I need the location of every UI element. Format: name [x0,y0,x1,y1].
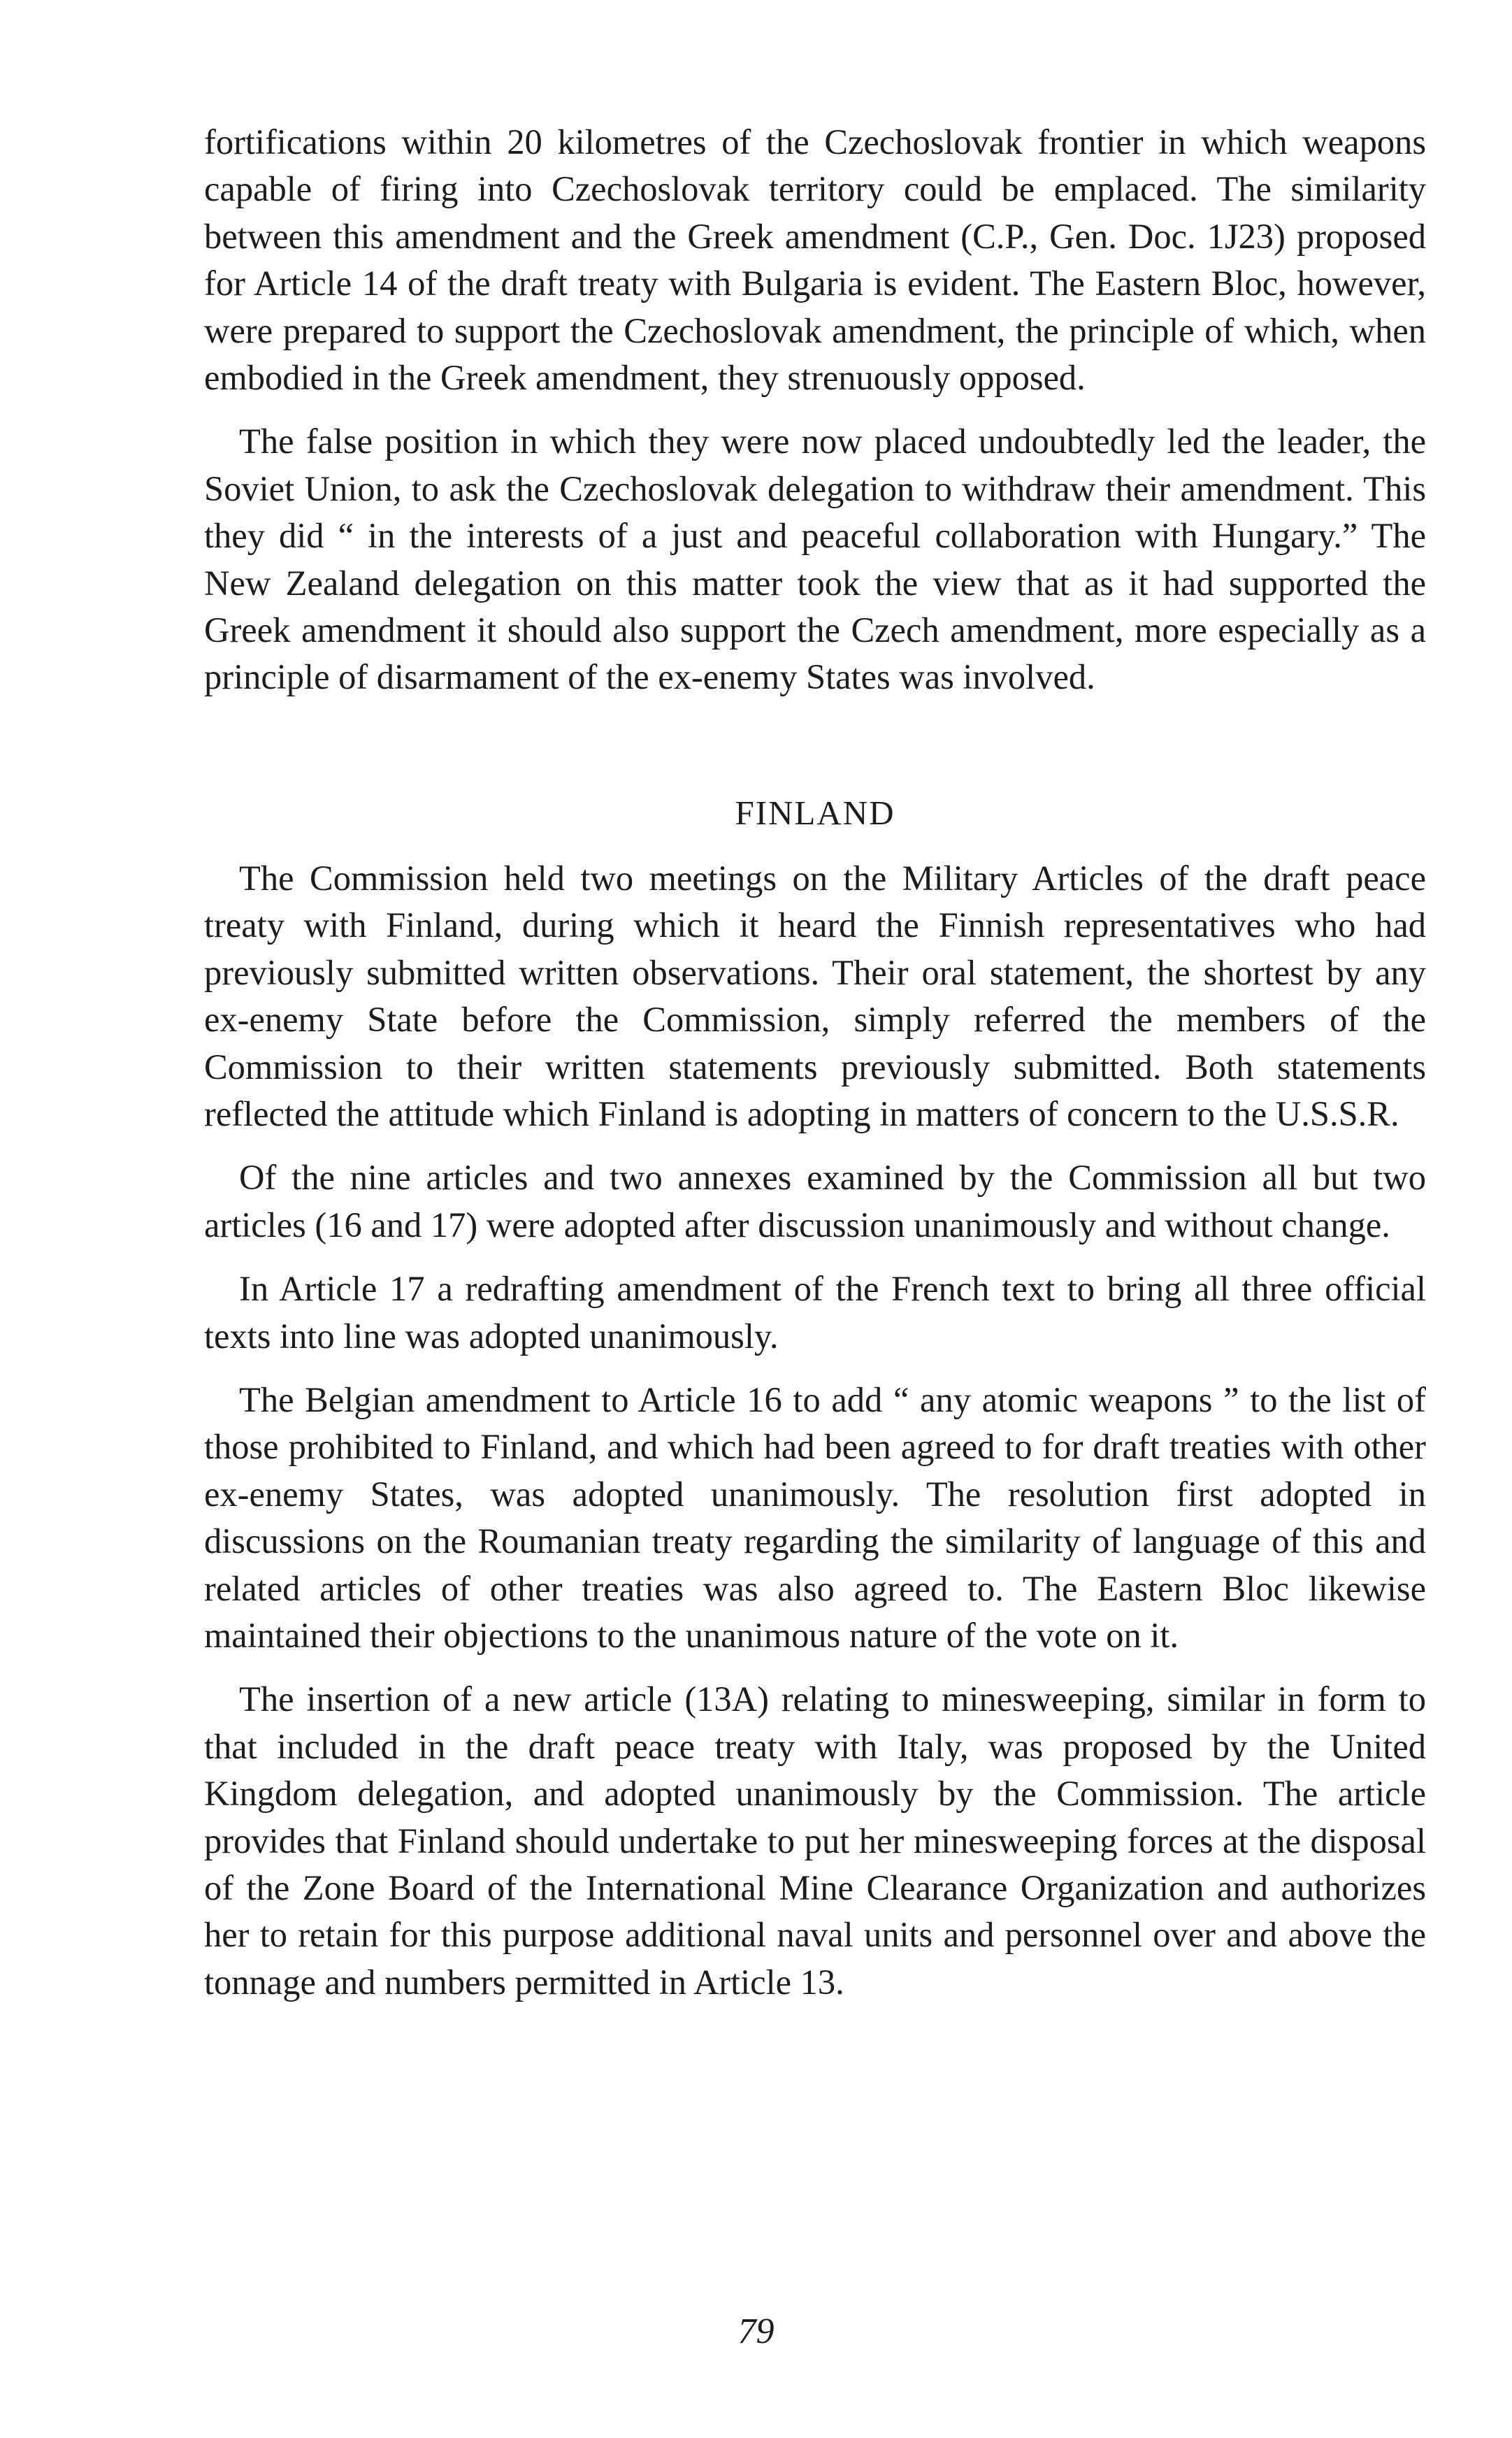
paragraph-nine-articles: Of the nine articles and two annexes examined by the Commission all but two articles (16 and 17) were adopted after discussion unanimously and without change. [204,1158,1426,1245]
page-body [204,119,1426,2006]
paragraph-article-17: In Article 17 a redrafting amendment of the French text to bring all three official texts into line was adopted unanimously. [204,1269,1426,1356]
section-heading-finland: FINLAND [735,793,895,832]
paragraph-false-position: The false position in which they were now placed undoubtedly led the leader, the Soviet Union, to ask the Czechoslovak delegation to withdraw their amendment. This they did “ in the interests of a just and peaceful collaboration with Hungary.” The New Zealand delegation on this matter took the view that as it had supported the Greek amendment it should also support the Czech amendment, more especially as a principle of disarmament of the ex-enemy States was involved. [204,422,1426,697]
paragraph-minesweeping: The insertion of a new article (13A) relating to minesweeping, similar in form to that included in the draft peace treaty with Italy, was proposed by the United Kingdom delegation, and adopted unanimously by the Commission. The article provides that Finland should undertake to put her minesweeping forces at the disposal of the Zone Board of the International Mine Clearance Organization and authorizes her to retain for this purpose additional naval units and personnel over and above the tonnage and numbers permitted in Article 13. [204,1679,1426,2002]
page-number: 79 [737,2311,775,2351]
paragraph-belgian-amendment: The Belgian amendment to Article 16 to add “ any atomic weapons ” to the list of those prohibited to Finland, and which had been agreed to for draft treaties with other ex-enemy States, was adopted unanimously. The resolution first adopted in discussions on the Roumanian treaty regarding the similarity of language of this and related articles of other treaties was also agreed to. The Eastern Bloc likewise maintained their objections to the unanimous nature of the vote on it. [204,1379,1426,1655]
paragraph-commission-meetings: The Commission held two meetings on the Military Articles of the draft peace treaty with Finland, during which it heard the Finnish representatives who had previously submitted written observations. Their oral statement, the shortest by any ex-enemy State before the Commission, simply referred the members of the Commission to their written statements previously submitted. Both statements reflected the attitude which Finland is adopting in matters of concern to the U.S.S.R. [204,858,1426,1133]
paragraph-continuation: fortifications within 20 kilometres of the Czechoslovak frontier in which weapons capable of firing into Czechoslovak territory could be emplaced. The similarity between this amendment and the Greek amendment (C.P., Gen. Doc. 1J23) proposed for Article 14 of the draft treaty with Bulgaria is evident. The Eastern Bloc, however, were prepared to support the Czechoslovak amendment, the principle of which, when embodied in the Greek amendment, they strenuously opposed. [204,122,1426,398]
